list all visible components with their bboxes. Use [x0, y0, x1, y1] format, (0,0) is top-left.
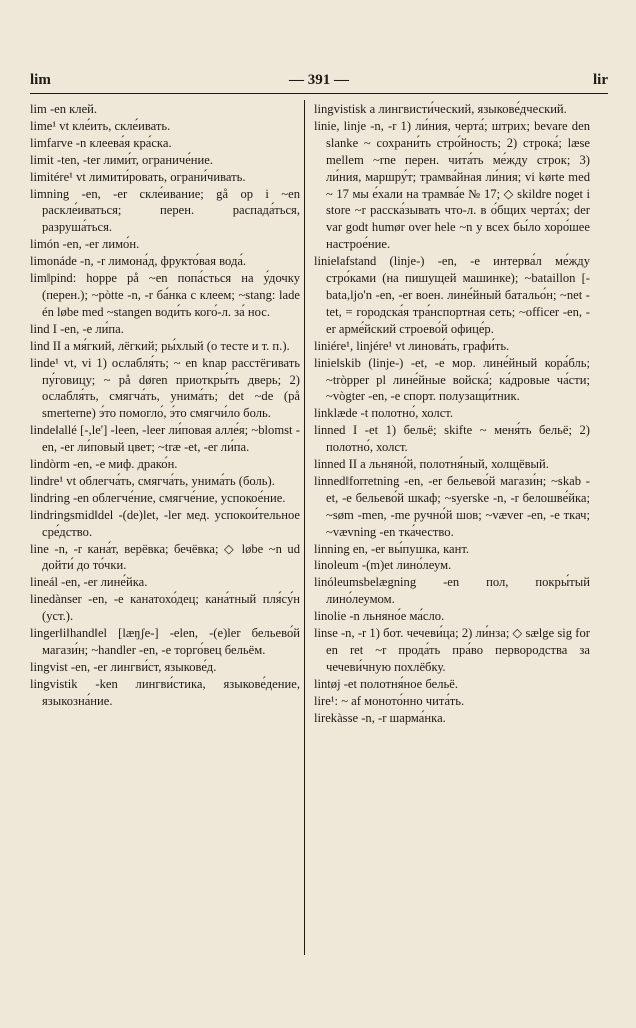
dictionary-entry: linning en, -er вы́пушка, кант.: [314, 541, 470, 556]
column-separator: [304, 100, 305, 955]
dictionary-entry: linie‖afstand (linje-) -en, -e интерва́л ме́жду стро́ками (на пишущей машинке); ~bataillon [-bata,ljo'n -en, -er воен. лине́йный батальо́н; ~net -tet, = городска́я тра́нспортная сеть; ~officer -en, -er арме́йский строево́й офице́р.: [314, 254, 590, 336]
dictionary-entry: limón -en, -er лимо́н.: [30, 237, 140, 252]
dictionary-entry: linie‖skib (linje-) -et, -e мор. лине́йный кора́бль; ~tròpper pl лине́йные войска́; ка́дровые ча́сти; ~vògter -en, -e спорт. полузащи́тник.: [314, 355, 590, 404]
page-header: [30, 72, 608, 94]
dictionary-entry: line -n, -r кана́т, верёвка; бечёвка; ◇ løbe ~n ud дойти́ до то́чки.: [30, 541, 300, 573]
dictionary-entry: lim‖pind: hoppe på ~en попа́сться на у́дочку (перен.); ~pòtte -n, -r ба́нка с клеем; ~stang: lade én løbe med ~stangen води́ть кого́-л. за́ нос.: [30, 271, 300, 319]
dictionary-entry: linedànser -en, -e канатохо́дец; кана́тный пля́су́н (уст.).: [30, 592, 300, 624]
dictionary-entry: linned II a льняно́й, полотня́ный, холщёвый.: [314, 457, 549, 472]
dictionary-entry: lingvistik -ken лингви́стика, языкове́дение, языкозна́ние.: [30, 676, 300, 708]
dictionary-entry: lingvist -en, -er лингви́ст, языкове́д.: [30, 659, 217, 674]
header-left-guideword: lim: [30, 72, 51, 88]
dictionary-entry: linklæde -t полотно́, холст.: [314, 406, 454, 421]
dictionary-entry: lind II a мя́гкий, лёгкий; ры́хлый (о тесте и т. п.).: [30, 338, 290, 353]
dictionary-entry: linde‖allé [-,le'] -leen, -leer ли́повая алле́я; ~blomst -en, -er ли́повый цвет; ~træ -et, -er ли́па.: [30, 423, 300, 455]
dictionary-entry: lintøj -et полотня́ное бельё.: [314, 676, 459, 691]
dictionary-entry: lind I -en, -e ли́па.: [30, 321, 124, 336]
dictionary-entry: linger‖i‖hand‖el [læŋʃe-] -elen, -(e)ler бельево́й магази́н; ~handler -en, -e торго́вец бельём.: [30, 626, 300, 657]
dictionary-entry: linóleumsbelægning -en пол, покры́тый лино́леумом.: [314, 575, 590, 607]
dictionary-entry: linned‖forretning -en, -er бельево́й магази́н; ~skab -et, -e бельево́й шкаф; ~syerske -n, -r белошве́йка; ~søm -men, -me ручно́й шов; ~væver -en, -e ткач; ~vævning -en тка́чество.: [314, 473, 590, 539]
dictionary-entry: linned I -et 1) бельё; skifte ~ меня́ть бельё; 2) полотно́, холст.: [314, 423, 590, 455]
dictionary-entry: limonáde -n, -r лимона́д, фрукто́вая вода́.: [30, 254, 247, 269]
dictionary-entry: limitére¹ vt лимити́ровать, ограни́чивать.: [30, 169, 246, 184]
header-rule: [30, 93, 608, 94]
dictionary-entry: lirekàsse -n, -r шарма́нка.: [314, 710, 446, 725]
dictionary-entry: lindòrm -en, -e миф. драко́н.: [30, 457, 178, 472]
dictionary-entry: lingvistisk a лингвисти́ческий, языкове́дческий.: [314, 102, 567, 116]
dictionary-entry: linolie -n льняно́е ма́сло.: [314, 609, 445, 624]
dictionary-entry: limit -ten, -ter лими́т, ограниче́ние.: [30, 152, 213, 167]
dictionary-entry: lindringsmid‖del -(de)let, -ler мед. успокои́тельное сре́дство.: [30, 507, 300, 539]
dictionary-entry: lindring -en облегче́ние, смягче́ние, успокое́ние.: [30, 490, 286, 505]
dictionary-entry: lindre¹ vt облегча́ть, смягча́ть, унима́ть (боль).: [30, 473, 275, 488]
dictionary-entry: limfarve -n клеева́я кра́ска.: [30, 135, 172, 150]
dictionary-entry: lire¹: ~ af моното́нно чита́ть.: [314, 693, 465, 708]
dictionary-entry: lim -en клей.: [30, 102, 98, 116]
dictionary-entry: linoleum -(m)et лино́леум.: [314, 558, 452, 573]
dictionary-entry: lineál -en, -er лине́йка.: [30, 575, 148, 590]
page-number: — 391 —: [289, 72, 349, 88]
dictionary-entry: limning -en, -er скле́ивание; gå op i ~en раскле́иваться; перен. распада́ться, разруша́ться.: [30, 186, 300, 235]
dictionary-entry: linie, linje -n, -r 1) ли́ния, черта́; штрих; bevare den slanke ~ сохрани́ть стро́йность; 2) строка́; læse mellem ~rne перен. чита́ть ме́жду строк; 3) ли́ния, маршру́т; трамва́йная ли́ния; vi kørte med ~ 17 мы е́хали на трамва́е № 17; ◇ skildre noget i store ~r расска́зывать что-л. в о́бщих черта́х; der var godt humør over hele ~n у всех бы́ло хоро́шее настрое́ние.: [314, 118, 590, 252]
left-column: [30, 101, 300, 710]
dictionary-entry: lime¹ vt кле́ить, скле́ивать.: [30, 118, 171, 133]
right-column: [314, 101, 590, 727]
dictionary-entry: linde¹ vt, vi 1) ослабля́ть; ~ en knap расстёгивать пу́говицу; ~ på døren приоткры́ть дверь; 2) ослабля́ть, смягча́ть, унима́ть; det ~de (på smerterne) э́то помогло́, э́то смягчи́ло боль.: [30, 355, 300, 421]
dictionary-entry: liniére¹, linjére¹ vt линова́ть, графи́ть.: [314, 338, 510, 353]
header-right-guideword: lir: [593, 72, 608, 88]
dictionary-entry: linse -n, -r 1) бот. чечеви́ца; 2) ли́нза; ◇ sælge sig for en ret ~r прода́ть пра́во первоpoдства за чечеви́чную похлёбку.: [314, 626, 590, 674]
